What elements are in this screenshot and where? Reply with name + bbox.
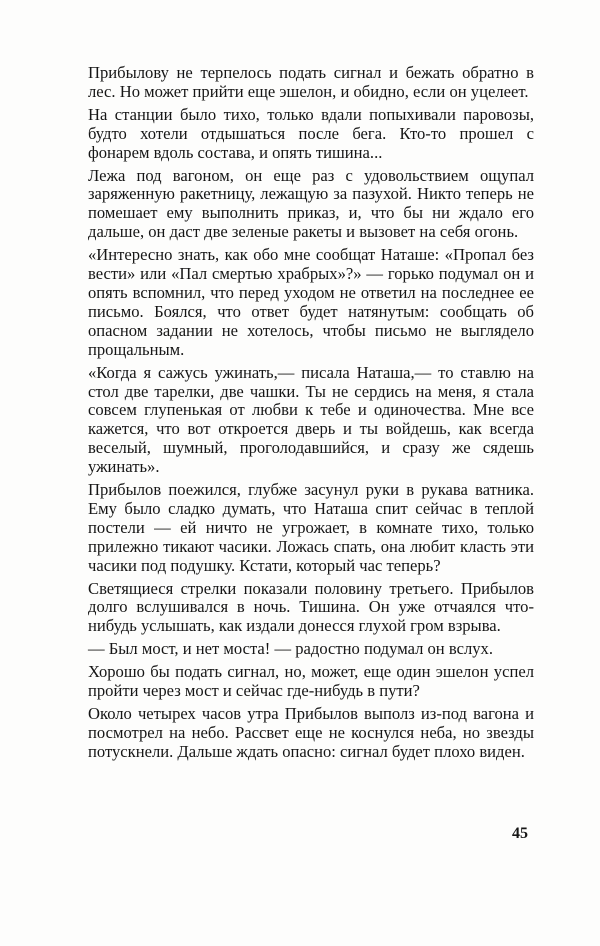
- paragraph: «Когда я сажусь ужинать,— писала Наташа,— то ставлю на стол две тарелки, две чашки. Ты не сердись на меня, я стала совсем глупенькая от любви к тебе и одиночества. Мне все кажется, что вот откроется дверь и ты войдешь, как всегда веселый, шумный, проголодавшийся, и сразу же сядешь ужинать».: [88, 362, 534, 477]
- paragraph: Хорошо бы подать сигнал, но, может, еще один эшелон успел пройти через мост и сейчас где-нибудь в пути?: [88, 662, 534, 701]
- paragraph: Лежа под вагоном, он еще раз с удовольствием ощупал заряженную ракетницу, лежащую за пазухой. Никто теперь не помешает ему выполнить приказ, и, что бы ни ждало его дальше, он даст две зеленые ракеты и вызовет на себя огонь.: [88, 165, 534, 242]
- paragraph: Прибылов поежился, глубже засунул руки в рукава ватника. Ему было сладко думать, что Наташа спит сейчас в теплой постели — ей ничто не угрожает, в комнате тихо, только прилежно тикают часики. Ложась спать, она любит класть эти часики под подушку. Кстати, который час теперь?: [88, 480, 534, 575]
- paragraph: Светящиеся стрелки показали половину третьего. Прибылов долго вслушивался в ночь. Тишина. Он уже отчаялся что-нибудь услышать, как издали донесся глухой гром взрыва.: [88, 578, 534, 636]
- paragraph: Около четырех часов утра Прибылов выполз из-под вагона и посмотрел на небо. Рассвет еще не коснулся неба, но звезды потускнели. Дальше ждать опасно: сигнал будет плохо виден.: [88, 704, 534, 761]
- paragraph: — Был мост, и нет моста! — радостно подумал он вслух.: [88, 639, 493, 659]
- paragraph: «Интересно знать, как обо мне сообщат Наташе: «Пропал без вести» или «Пал смертью храбрых»?» — горько подумал он и опять вспомнил, что перед уходом не ответил на последнее ее письмо. Боялся, что ответ будет натянутым: сообщать об опасном задании не хотелось, чтобы письмо не выглядело прощальным.: [88, 245, 534, 359]
- body-text: [88, 64, 534, 762]
- page-number: 45: [512, 825, 528, 842]
- paragraph: На станции было тихо, только вдали попыхивали паровозы, будто хотели отдышаться после бега. Кто-то прошел с фонарем вдоль состава, и опять тишина...: [88, 104, 534, 162]
- paragraph: Прибылову не терпелось подать сигнал и бежать обратно в лес. Но может прийти еще эшелон, и обидно, если он уцелеет.: [88, 63, 534, 101]
